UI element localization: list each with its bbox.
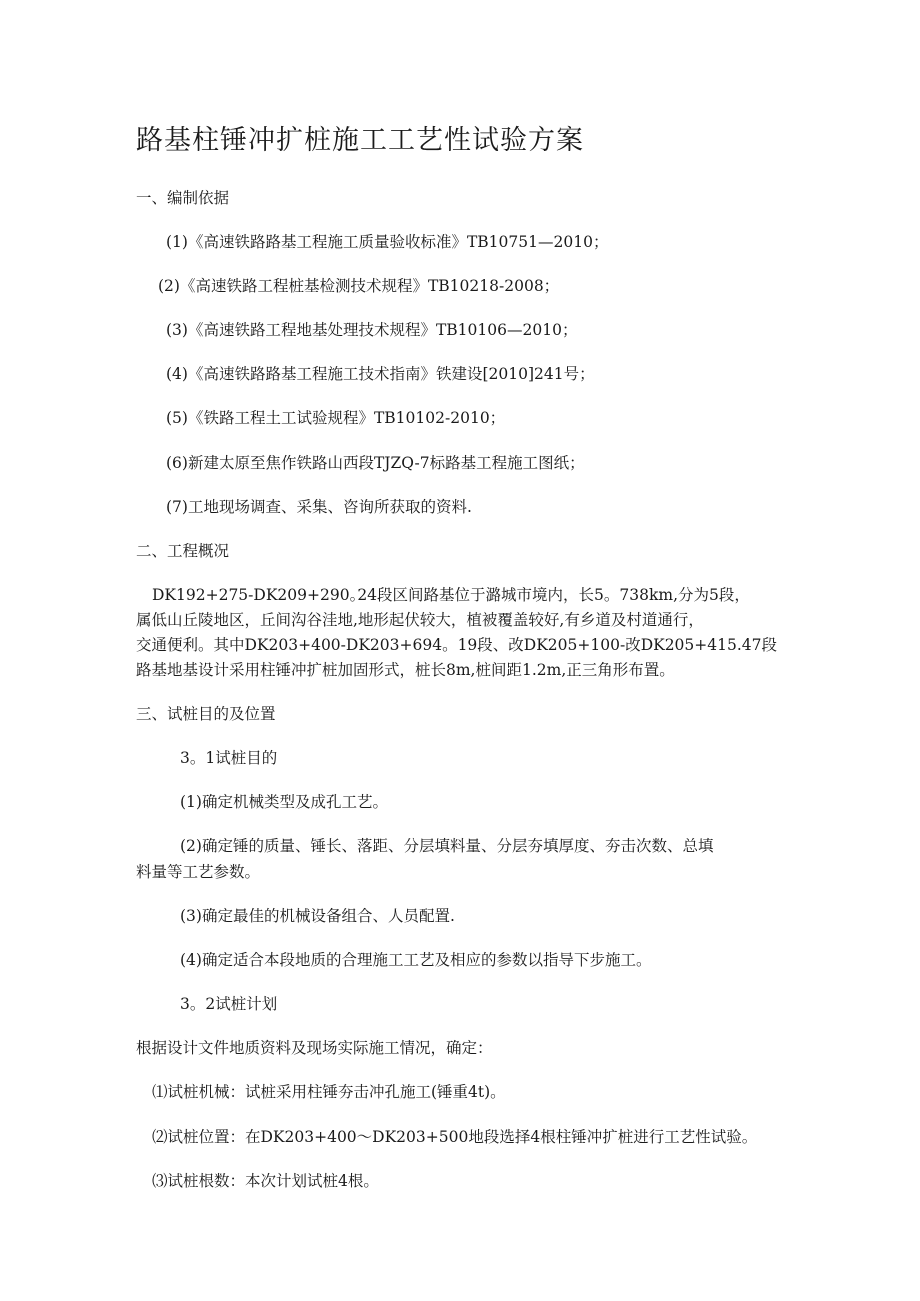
list-item: ⑶试桩根数：本次计划试桩4根。 — [152, 1172, 379, 1190]
paragraph-line: 属低山丘陵地区，丘间沟谷洼地,地形起伏较大，植被覆盖较好,有乡道及村道通行， — [136, 611, 704, 629]
section-heading-overview: 二、工程概况 — [136, 542, 230, 560]
section-heading-basis: 一、编制依据 — [136, 189, 230, 207]
list-item: (5)《铁路工程土工试验规程》TB10102-2010； — [166, 409, 506, 427]
list-item-continued: 料量等工艺参数。 — [136, 863, 261, 881]
paragraph-line: 根据设计文件地质资料及现场实际施工情况，确定： — [136, 1039, 493, 1057]
list-item: (3)《高速铁路工程地基处理技术规程》TB10106—2010； — [166, 321, 578, 339]
list-item: ⑴试桩机械：试桩采用柱锤夯击冲孔施工(锤重4t)。 — [152, 1083, 506, 1101]
list-item: (1)《高速铁路路基工程施工质量验收标准》TB10751—2010； — [166, 233, 609, 251]
paragraph-line: 交通便利。其中DK203+400-DK203+694。19段、改DK205+100-改DK205+415.47段 — [136, 636, 778, 654]
paragraph-line: 路基地基设计采用柱锤冲扩桩加固形式，桩长8m,桩间距1.2m,正三角形布置。 — [136, 661, 675, 679]
list-item: (4)《高速铁路路基工程施工技术指南》铁建设[2010]241号； — [166, 365, 595, 383]
list-item: ⑵试桩位置：在DK203+400～DK203+500地段选择4根柱锤冲扩桩进行工艺性试验。 — [152, 1128, 758, 1146]
subsection-heading: 3。2试桩计划 — [180, 995, 278, 1013]
list-item: (2)《高速铁路工程桩基检测技术规程》TB10218-2008； — [158, 277, 560, 295]
list-item: (2)确定锤的质量、锤长、落距、分层填料量、分层夯填厚度、夯击次数、总填 — [180, 837, 714, 855]
list-item: (1)确定机械类型及成孔工艺。 — [180, 793, 388, 811]
section-heading-purpose: 三、试桩目的及位置 — [136, 705, 276, 723]
subsection-heading: 3。1试桩目的 — [180, 749, 278, 767]
list-item: (3)确定最佳的机械设备组合、人员配置. — [180, 907, 455, 925]
list-item: (7)工地现场调查、采集、咨询所获取的资料. — [166, 498, 472, 516]
paragraph-line: DK192+275-DK209+290｡24段区间路基位于潞城市境内，长5。738km,分为5段， — [152, 586, 750, 604]
list-item: (4)确定适合本段地质的合理施工工艺及相应的参数以指导下步施工。 — [180, 951, 652, 969]
list-item: (6)新建太原至焦作铁路山西段TJZQ-7标路基工程施工图纸； — [166, 454, 585, 472]
document-title: 路基柱锤冲扩桩施工工艺性试验方案 — [136, 125, 584, 156]
